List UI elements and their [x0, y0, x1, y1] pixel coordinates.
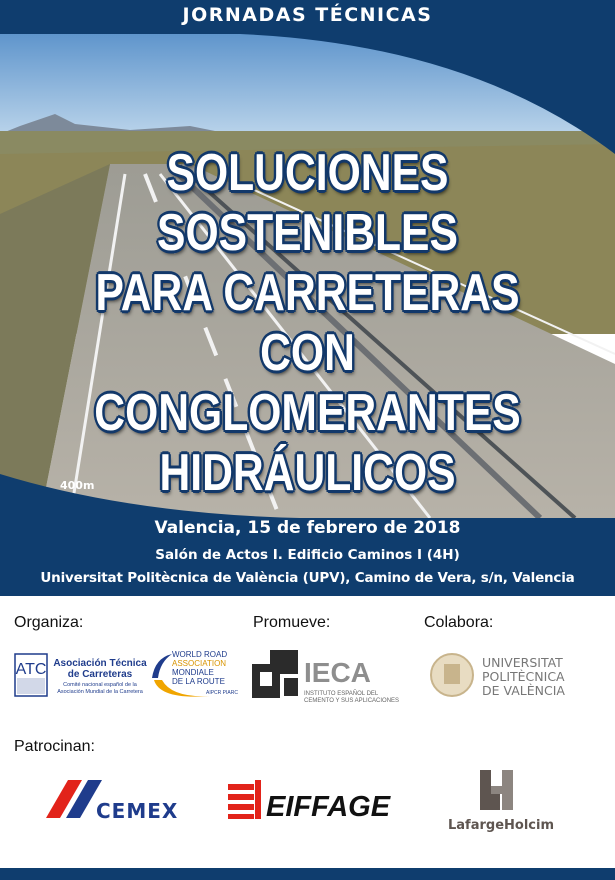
event-venue: Salón de Actos I. Edificio Caminos I (4H) [155, 547, 460, 563]
svg-text:ATC: ATC [15, 661, 47, 678]
promueve-label: Promueve: [253, 614, 331, 631]
lafargeholcim-logo [440, 768, 562, 834]
svg-text:UNIVERSITAT: UNIVERSITAT [482, 655, 563, 670]
hero-title [0, 143, 615, 503]
svg-text:CEMEX: CEMEX [96, 799, 179, 820]
atc-logo [14, 650, 148, 700]
title-line-4: HIDRÁULICOS [159, 444, 456, 502]
road-marking-text: 400m [60, 479, 95, 492]
svg-text:ASSOCIATION: ASSOCIATION [172, 659, 227, 668]
title-line-1: SOLUCIONES SOSTENIBLES [157, 144, 458, 262]
svg-text:Asociación Técnica: Asociación Técnica [53, 658, 147, 669]
svg-text:WORLD ROAD: WORLD ROAD [172, 650, 228, 659]
svg-text:Asociación Mundial de la Carre: Asociación Mundial de la Carretera [57, 689, 143, 695]
event-date: Valencia, 15 de febrero de 2018 [154, 518, 461, 538]
svg-text:DE LA ROUTE: DE LA ROUTE [172, 677, 225, 686]
svg-text:de Carreteras: de Carreteras [67, 669, 133, 680]
svg-text:DE VALÈNCIA: DE VALÈNCIA [482, 683, 565, 698]
header-bar [0, 0, 615, 34]
svg-text:MONDIALE: MONDIALE [172, 668, 214, 677]
event-address: Universitat Politècnica de València (UPV), Camino de Vera, s/n, Valencia [40, 570, 575, 586]
title-line-3: CONGLOMERANTES [94, 384, 521, 442]
footer-bar [0, 868, 615, 880]
svg-text:POLITÈCNICA: POLITÈCNICA [482, 669, 565, 684]
svg-text:AIPCR PIARC: AIPCR PIARC [206, 690, 238, 696]
piarc-logo [150, 648, 242, 700]
organiza-label: Organiza: [14, 614, 84, 631]
event-info-band [0, 518, 615, 596]
svg-text:EIFFAGE: EIFFAGE [266, 791, 391, 820]
svg-text:LafargeHolcim: LafargeHolcim [448, 818, 554, 833]
colabora-label: Colabora: [424, 614, 494, 631]
upv-logo [430, 652, 580, 698]
header-title: JORNADAS TÉCNICAS [182, 4, 433, 26]
ieca-subtitle: INSTITUTO ESPAÑOL DEL CEMENTO Y SUS APLICACIONES [304, 691, 400, 704]
patrocinan-label: Patrocinan: [14, 738, 95, 755]
svg-text:IECA: IECA [304, 657, 371, 688]
eiffage-logo [226, 780, 411, 820]
svg-text:Comité nacional español de la: Comité nacional español de la [63, 682, 137, 688]
cemex-logo [44, 778, 190, 820]
title-line-2: PARA CARRETERAS CON [95, 264, 520, 382]
